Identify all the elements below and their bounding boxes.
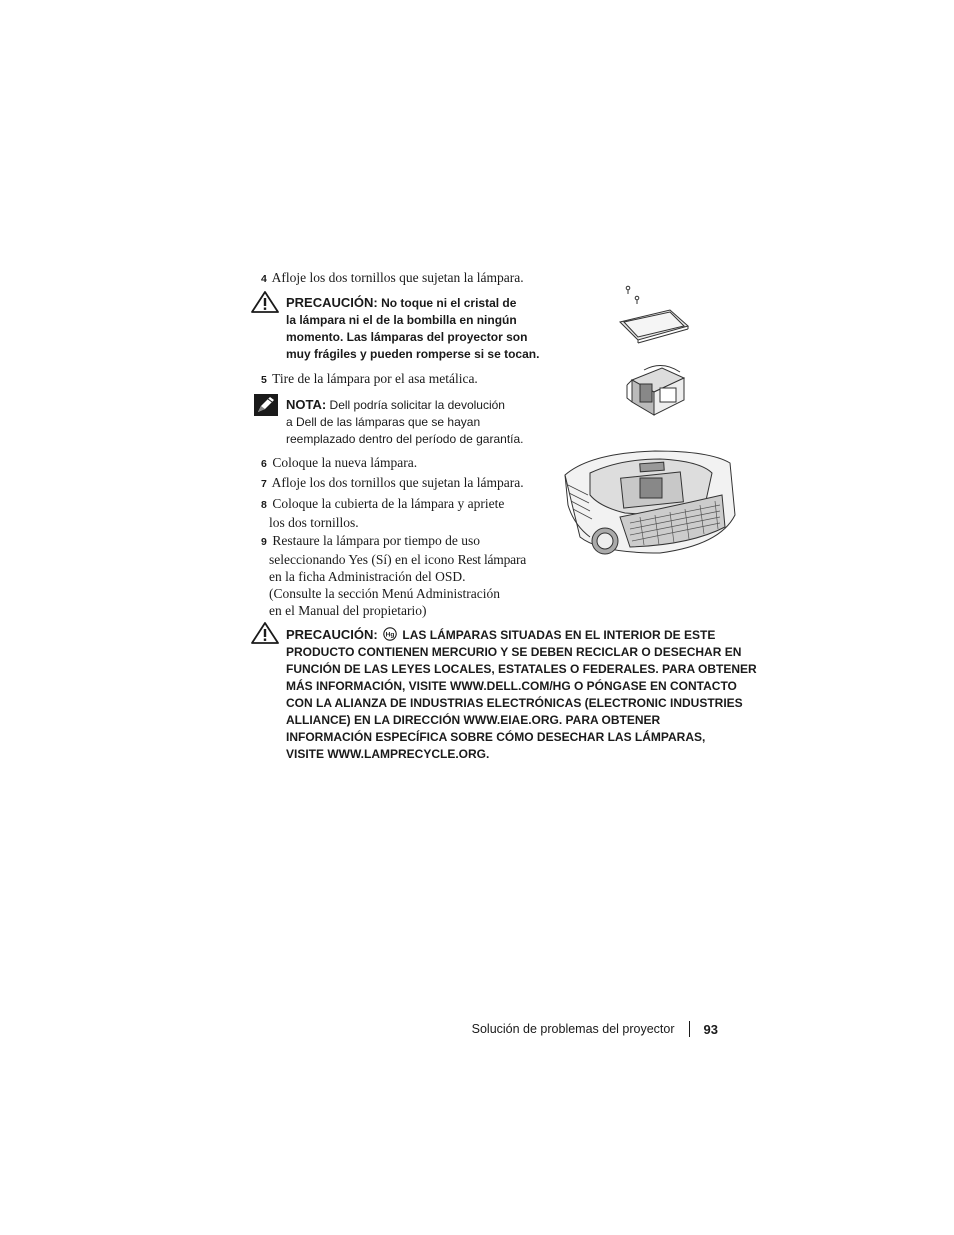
step-text: Afloje los dos tornillos que sujetan la lámpara.: [271, 270, 524, 285]
footer-section-title: Solución de problemas del proyector: [471, 1022, 675, 1036]
step-number: 7: [261, 478, 267, 490]
lamp-cover-screws-illustration: [610, 280, 695, 350]
note-text-line: a Dell de las lámparas que se hayan: [286, 415, 481, 429]
step-number: 5: [261, 374, 267, 386]
step-number: 6: [261, 458, 267, 470]
caution-label: PRECAUCIÓN:: [286, 295, 378, 310]
caution-notice-2: [286, 626, 757, 763]
step-number: 9: [261, 536, 267, 548]
footer-divider: [689, 1021, 690, 1037]
step-text: los dos tornillos.: [269, 515, 359, 530]
note-notice: [286, 396, 524, 448]
caution-text-line: momento. Las lámparas del proyector son: [286, 330, 528, 344]
note-pencil-icon: [254, 394, 278, 416]
step-text: Coloque la nueva lámpara.: [272, 455, 418, 470]
step-text: (Consulte la sección Menú Administración: [269, 586, 500, 601]
page-number: 93: [703, 1021, 718, 1037]
osd-icon-name: Rest lámpara: [457, 552, 527, 567]
step-9: [261, 532, 526, 619]
caution-triangle-icon: [251, 622, 279, 644]
caution-text-line: muy frágiles y pueden romperse si se tocan.: [286, 347, 540, 361]
step-text: Tire de la lámpara por el asa metálica.: [272, 371, 478, 386]
caution-text-line: VISITE WWW.LAMPRECYCLE.ORG.: [286, 747, 490, 761]
step-4: [261, 269, 524, 288]
caution-text-line: MÁS INFORMACIÓN, VISITE WWW.DELL.COM/HG O PÓNGASE EN CONTACTO: [286, 679, 737, 693]
caution-text-line: No toque ni el cristal de: [381, 296, 517, 310]
step-5: [261, 370, 478, 389]
caution-text-line: LAS LÁMPARAS SITUADAS EN EL INTERIOR DE ESTE: [402, 628, 716, 642]
projector-illustration: [560, 445, 740, 560]
lamp-module-illustration: [622, 360, 697, 420]
caution-label: PRECAUCIÓN:: [286, 627, 378, 642]
step-text: en la ficha Administración del OSD.: [269, 569, 466, 584]
caution-text-line: PRODUCTO CONTIENEN MERCURIO Y SE DEBEN RECICLAR O DESECHAR EN: [286, 645, 742, 659]
caution-text-line: FUNCIÓN DE LAS LEYES LOCALES, ESTATALES O FEDERALES. PARA OBTENER: [286, 662, 757, 676]
step-text: seleccionando Yes (Sí) en el icono: [269, 552, 458, 567]
step-number: 8: [261, 499, 267, 511]
caution-notice-1: [286, 294, 539, 363]
note-label: NOTA:: [286, 397, 327, 412]
step-number: 4: [261, 273, 267, 285]
step-text: en el Manual del propietario): [269, 603, 427, 618]
step-text: Coloque la cubierta de la lámpara y apriete: [272, 496, 505, 511]
page-footer: [472, 1021, 718, 1037]
hg-symbol-text: Hg: [385, 631, 395, 639]
step-7: [261, 474, 524, 493]
caution-text-line: ALLIANCE) EN LA DIRECCIÓN WWW.EIAE.ORG. PARA OBTENER: [286, 713, 661, 727]
caution-triangle-icon: [251, 291, 279, 313]
step-8: [261, 495, 504, 531]
step-text: Restaure la lámpara por tiempo de uso: [272, 533, 481, 548]
step-text: Afloje los dos tornillos que sujetan la lámpara.: [271, 475, 524, 490]
step-6: [261, 454, 417, 473]
mercury-hg-icon: [383, 627, 397, 641]
caution-text-line: INFORMACIÓN ESPECÍFICA SOBRE CÓMO DESECHAR LAS LÁMPARAS,: [286, 730, 706, 744]
note-text-line: reemplazado dentro del período de garantía.: [286, 432, 524, 446]
note-text-line: Dell podría solicitar la devolución: [329, 398, 505, 412]
caution-text-line: CON LA ALIANZA DE INDUSTRIAS ELECTRÓNICAS (ELECTRONIC INDUSTRIES: [286, 696, 743, 710]
caution-text-line: la lámpara ni el de la bombilla en ningún: [286, 313, 517, 327]
